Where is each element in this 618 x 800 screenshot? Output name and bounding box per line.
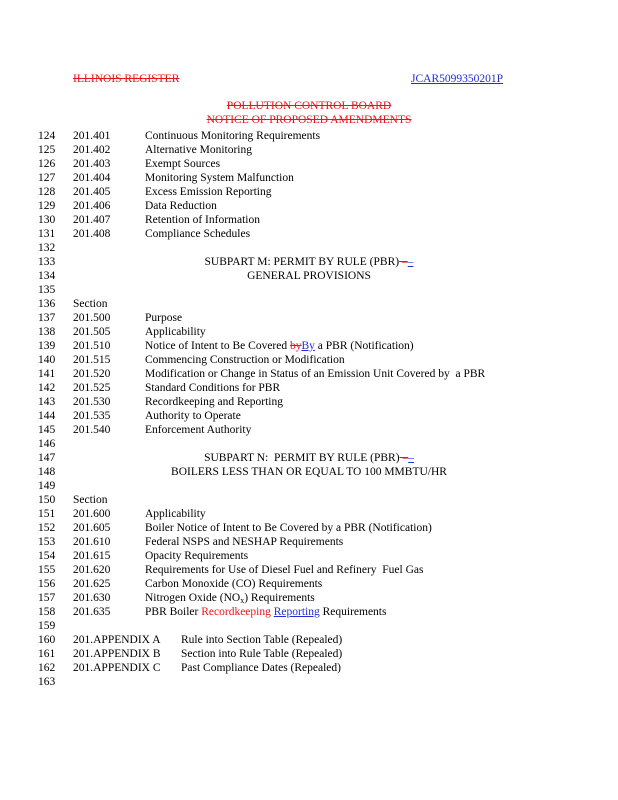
inserted-text: –: [407, 256, 414, 268]
section-title: Carbon Monoxide (CO) Requirements: [145, 578, 323, 590]
section-title: Monitoring System Malfunction: [145, 172, 294, 184]
section-code: 201.535: [73, 410, 111, 422]
notice-title: NOTICE OF PROPOSED AMENDMENTS: [206, 114, 412, 126]
section-code: 201.630: [73, 592, 111, 604]
section-title: Purpose: [145, 312, 183, 324]
section-title: Applicability: [145, 326, 206, 338]
section-title: Data Reduction: [145, 200, 217, 212]
line-number: 146: [38, 438, 56, 450]
appendix-title: Past Compliance Dates (Repealed): [181, 662, 341, 674]
line-number: 135: [38, 284, 56, 296]
appendix-title: Section into Rule Table (Repealed): [181, 648, 343, 660]
title-part: Notice of Intent to Be Covered: [145, 340, 290, 352]
section-title: Retention of Information: [145, 214, 260, 226]
section-title: Enforcement Authority: [145, 424, 252, 436]
section-code: 201.615: [73, 550, 111, 562]
section-code: 201.408: [73, 228, 111, 240]
section-code: 201.540: [73, 424, 111, 436]
section-title: [145, 605, 386, 619]
section-code: 201.610: [73, 536, 111, 548]
appendix-code: 201.APPENDIX C: [73, 662, 161, 674]
line-number: 144: [38, 410, 56, 422]
line-number: 159: [38, 620, 56, 632]
subpart-n-title: SUBPART N: PERMIT BY RULE (PBR): [204, 452, 400, 464]
section-code: 201.530: [73, 396, 111, 408]
section-title: Boiler Notice of Intent to Be Covered by a PBR (Notification): [145, 522, 432, 534]
line-number: 157: [38, 592, 56, 604]
title-part: Nitrogen Oxide (NO: [145, 592, 241, 604]
line-number: 125: [38, 144, 56, 156]
line-number: 132: [38, 242, 56, 254]
line-number: 158: [38, 606, 56, 618]
section-code: 201.404: [73, 172, 111, 184]
section-code: 201.403: [73, 158, 111, 170]
line-number: 143: [38, 396, 56, 408]
section-code: 201.605: [73, 522, 111, 534]
section-title: Requirements for Use of Diesel Fuel and Refinery Fuel Gas: [145, 564, 424, 576]
line-number: 139: [38, 340, 56, 352]
section-label: Section: [73, 494, 108, 506]
appendix-code: 201.APPENDIX B: [73, 648, 161, 660]
section-title: Recordkeeping and Reporting: [145, 396, 283, 408]
section-label: Section: [73, 298, 108, 310]
subpart-m-title: SUBPART M: PERMIT BY RULE (PBR): [204, 256, 400, 268]
section-code: 201.625: [73, 578, 111, 590]
section-code: 201.525: [73, 382, 111, 394]
section-code: 201.510: [73, 340, 111, 352]
line-number: 162: [38, 662, 56, 674]
line-number: 145: [38, 424, 56, 436]
section-title: Alternative Monitoring: [145, 144, 252, 156]
appendix-title: Rule into Section Table (Repealed): [181, 634, 343, 646]
title-part: PBR Boiler: [145, 606, 202, 618]
section-code: 201.401: [73, 130, 111, 142]
inserted-text: Reporting: [273, 606, 320, 618]
deleted-text: –: [399, 452, 409, 464]
inserted-text: –: [408, 452, 414, 464]
line-number: 134: [38, 270, 56, 282]
appendix-code: 201.APPENDIX A: [73, 634, 161, 646]
line-number: 161: [38, 648, 56, 660]
line-number: 149: [38, 480, 56, 492]
deleted-text: by: [290, 340, 302, 352]
subpart-m-subtitle: GENERAL PROVISIONS: [247, 270, 371, 282]
section-code: 201.600: [73, 508, 111, 520]
line-number: 156: [38, 578, 56, 590]
section-title: Exempt Sources: [145, 158, 221, 170]
inserted-text: By: [301, 340, 315, 352]
highlighted-text: Recordkeeping: [201, 606, 274, 618]
title-part: a PBR (Notification): [314, 340, 414, 352]
line-number: 124: [38, 130, 56, 142]
section-title: Applicability: [145, 508, 206, 520]
section-code: 201.505: [73, 326, 111, 338]
subscript: x: [240, 596, 245, 605]
line-number: 129: [38, 200, 56, 212]
section-title: [145, 339, 414, 353]
deleted-text: –: [399, 256, 408, 268]
line-number: 127: [38, 172, 56, 184]
board-name: POLLUTION CONTROL BOARD: [226, 100, 392, 112]
line-number: 150: [38, 494, 56, 506]
section-title: Standard Conditions for PBR: [145, 382, 281, 394]
line-number: 163: [38, 676, 56, 688]
line-number: 160: [38, 634, 56, 646]
section-title: Opacity Requirements: [145, 550, 249, 562]
line-number: 136: [38, 298, 56, 310]
line-number: 154: [38, 550, 56, 562]
section-title: Commencing Construction or Modification: [145, 354, 345, 366]
section-code: 201.405: [73, 186, 111, 198]
line-number: 128: [38, 186, 56, 198]
line-number: 131: [38, 228, 56, 240]
section-code: 201.402: [73, 144, 111, 156]
register-header: ILLINOIS REGISTER: [73, 73, 180, 85]
line-number: 133: [38, 256, 56, 268]
line-number: 142: [38, 382, 56, 394]
section-code: 201.406: [73, 200, 111, 212]
line-number: 138: [38, 326, 56, 338]
line-number: 140: [38, 354, 56, 366]
line-number: 141: [38, 368, 56, 380]
section-code: 201.407: [73, 214, 111, 226]
line-number: 151: [38, 508, 56, 520]
section-title: Authority to Operate: [145, 410, 241, 422]
line-number: 147: [38, 452, 56, 464]
section-code: 201.635: [73, 606, 111, 618]
section-title: Continuous Monitoring Requirements: [145, 130, 321, 142]
title-part: ) Requirements: [244, 592, 315, 604]
subpart-m-heading: [0, 255, 618, 269]
section-title: Compliance Schedules: [145, 228, 251, 240]
line-number: 155: [38, 564, 56, 576]
line-number: 153: [38, 536, 56, 548]
subpart-n-subtitle: BOILERS LESS THAN OR EQUAL TO 100 MMBTU/HR: [171, 466, 447, 478]
title-part: Requirements: [319, 606, 387, 618]
section-code: 201.520: [73, 368, 111, 380]
section-title: Federal NSPS and NESHAP Requirements: [145, 536, 344, 548]
line-number: 148: [38, 466, 56, 478]
line-number: 130: [38, 214, 56, 226]
section-code: 201.500: [73, 312, 111, 324]
section-code: 201.515: [73, 354, 111, 366]
subpart-n-heading: [0, 451, 618, 465]
line-number: 137: [38, 312, 56, 324]
section-title: Modification or Change in Status of an Emission Unit Covered by a PBR: [145, 368, 486, 380]
section-title: Excess Emission Reporting: [145, 186, 272, 198]
jcar-code: JCAR5099350201P: [411, 73, 504, 85]
line-number: 152: [38, 522, 56, 534]
line-number: 126: [38, 158, 56, 170]
section-code: 201.620: [73, 564, 111, 576]
